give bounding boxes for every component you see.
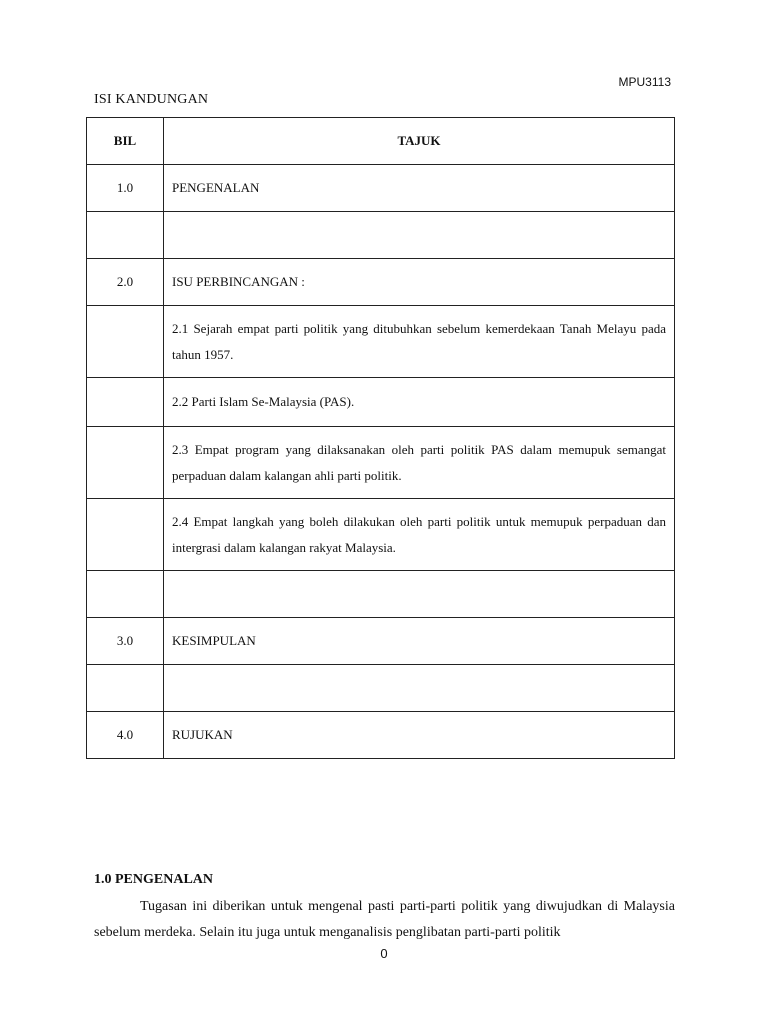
toc-tajuk-cell: 2.4 Empat langkah yang boleh dilakukan oleh parti politik untuk memupuk perpaduan dan intergrasi dalam kalangan rakyat Malaysia.: [164, 499, 675, 571]
toc-bil-cell: 1.0: [87, 165, 164, 212]
toc-tajuk-cell: RUJUKAN: [164, 712, 675, 759]
toc-tajuk-cell: ISU PERBINCANGAN :: [164, 259, 675, 306]
toc-bil-cell: [87, 306, 164, 378]
toc-tajuk-cell: [164, 665, 675, 712]
toc-tajuk-cell: PENGENALAN: [164, 165, 675, 212]
section-heading: 1.0 PENGENALAN: [94, 872, 214, 887]
toc-row: [87, 427, 675, 499]
toc-bil-cell: [87, 499, 164, 571]
toc-bil-cell: 3.0: [87, 618, 164, 665]
toc-row: [87, 571, 675, 618]
toc-bil-cell: [87, 378, 164, 427]
page-number: 0: [380, 946, 388, 961]
toc-tajuk-cell: [164, 571, 675, 618]
toc-bil-cell: [87, 212, 164, 259]
toc-tajuk-cell: 2.3 Empat program yang dilaksanakan oleh parti politik PAS dalam memupuk semangat perpaduan dalam kalangan ahli parti politik.: [164, 427, 675, 499]
toc-bil-cell: [87, 427, 164, 499]
toc-row: [87, 306, 675, 378]
toc-col-bil: BIL: [87, 118, 164, 165]
toc-row: [87, 618, 675, 665]
toc-bil-cell: [87, 665, 164, 712]
toc-row: [87, 165, 675, 212]
toc-row: [87, 378, 675, 427]
toc-bil-cell: [87, 571, 164, 618]
toc-col-tajuk: TAJUK: [164, 118, 675, 165]
toc-tajuk-cell: KESIMPULAN: [164, 618, 675, 665]
toc-tajuk-cell: 2.1 Sejarah empat parti politik yang ditubuhkan sebelum kemerdekaan Tanah Melayu pada tahun 1957.: [164, 306, 675, 378]
toc-row: [87, 259, 675, 306]
toc-tajuk-cell: 2.2 Parti Islam Se-Malaysia (PAS).: [164, 378, 675, 427]
section-paragraph: Tugasan ini diberikan untuk mengenal pasti parti-parti politik yang diwujudkan di Malaysia sebelum merdeka. Selain itu juga untuk menganalisis penglibatan parti-parti politik: [94, 899, 675, 940]
toc-table: [86, 117, 675, 759]
toc-title: ISI KANDUNGAN: [94, 92, 209, 107]
toc-bil-cell: 4.0: [87, 712, 164, 759]
toc-row: [87, 499, 675, 571]
toc-bil-cell: 2.0: [87, 259, 164, 306]
course-code: MPU3113: [618, 75, 671, 89]
toc-header-row: [87, 118, 675, 165]
toc-tajuk-cell: [164, 212, 675, 259]
toc-row: [87, 712, 675, 759]
toc-row: [87, 665, 675, 712]
toc-row: [87, 212, 675, 259]
